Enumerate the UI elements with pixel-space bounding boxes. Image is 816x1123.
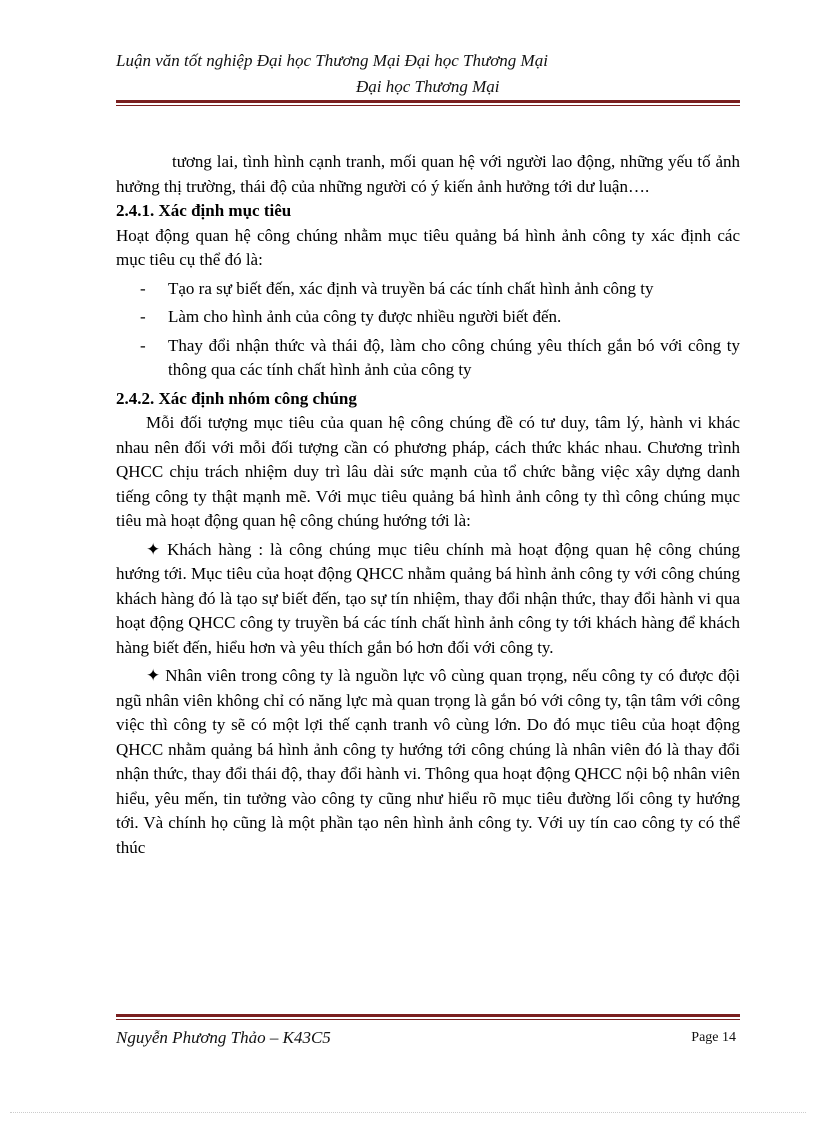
footer-divider-thin: [116, 1019, 740, 1020]
list-item-text: Làm cho hình ảnh của công ty được nhiều người biết đến.: [168, 307, 562, 326]
list-item: [116, 334, 740, 383]
paragraph-target-groups: Mỗi đối tượng mục tiêu của quan hệ công chúng đề có tư duy, tâm lý, hành vi khác nhau nên đối với mỗi đối tượng cần có phương pháp, cách thức khác nhau. Chương trình QHCC chịu trách nhiệm duy trì lâu dài sức mạnh của tổ chức bằng việc xây dựng danh tiếng công ty thật mạnh mẽ. Với mục tiêu quảng bá hình ảnh công ty thì công chúng mục tiêu mà hoạt động quan hệ công chúng hướng tới là:: [116, 413, 740, 530]
page-bottom-border: [10, 1112, 806, 1113]
paragraph-intro: tương lai, tình hình cạnh tranh, mối quan hệ với người lao động, những yếu tố ảnh hưởng thị trường, thái độ của những người có ý kiến ảnh hưởng tới dư luận….: [116, 152, 740, 196]
section-heading-2-4-1: 2.4.1. Xác định mục tiêu: [116, 201, 292, 220]
header-title-line1: Luận văn tốt nghiệp Đại học Thương Mại Đại học Thương Mại: [116, 51, 548, 70]
list-item: [116, 305, 740, 330]
list-item: [116, 277, 740, 302]
page-number: Page 14: [691, 1030, 736, 1045]
page-header: [116, 48, 740, 100]
bullet-dash: -: [140, 278, 146, 298]
list-item-text: Tạo ra sự biết đến, xác định và truyền bá các tính chất hình ảnh công ty: [168, 278, 654, 298]
footer-divider-thick: [116, 1014, 740, 1017]
header-divider-thin: [116, 105, 740, 106]
paragraph-employees: [116, 664, 740, 860]
paragraph-employees-text: Nhân viên trong công ty là nguồn lực vô cùng quan trọng, nếu công ty có được đội ngũ nhân viên không chỉ có năng lực mà quan trọng là gắn bó với công ty, tận tâm với công việc thì công ty sẽ có một lợi thế cạnh tranh vô cùng lớn. Do đó mục tiêu của hoạt động QHCC nhằm quảng bá hình ảnh công ty hướng tới công chúng là nhân viên đó là thay đổi nhận thức, thay đổi thái độ, thay đổi hành vi. Thông qua hoạt động QHCC nội bộ nhân viên hiểu, yêu mến, tin tưởng vào công ty cũng như hiểu rõ mục tiêu đường lối công ty hướng tới. Và chính họ cũng là một phần tạo nên hình ảnh công ty. Với uy tín cao công ty có thể thúc: [116, 666, 741, 857]
section-heading-2-4-2: 2.4.2. Xác định nhóm công chúng: [116, 388, 357, 408]
header-title-line2: Đại học Thương Mại: [356, 77, 500, 96]
paragraph-customers: [116, 538, 740, 661]
star-bullet-icon: ✦: [146, 539, 161, 559]
paragraph-objectives: Hoạt động quan hệ công chúng nhằm mục tiêu quảng bá hình ảnh công ty xác định các mục tiêu cụ thể đó là:: [116, 225, 740, 269]
footer-author: Nguyễn Phương Thảo – K43C5: [116, 1028, 331, 1047]
list-item-text: Thay đổi nhận thức và thái độ, làm cho công chúng yêu thích gắn bó với công ty thông qua các tính chất hình ảnh của công ty: [168, 335, 740, 379]
bullet-dash: -: [140, 307, 146, 326]
header-divider-thick: [116, 100, 740, 103]
objectives-list: [116, 277, 740, 383]
bullet-dash: -: [140, 335, 146, 355]
document-body: [116, 150, 740, 864]
star-bullet-icon: ✦: [146, 666, 161, 685]
paragraph-customers-text: Khách hàng : là công chúng mục tiêu chính mà hoạt động quan hệ công chúng hướng tới. Mục tiêu của hoạt động QHCC nhằm quảng bá hình ảnh công ty với công chúng khách hàng đó là tạo sự biết đến, tạo sự tín nhiệm, thay đổi nhận thức, thay đổi hành vi qua hoạt động QHCC công ty truyền bá các tính chất hình ảnh công ty tới khách hàng để khách hàng biết đến, hiểu hơn và yêu thích gắn bó hơn đối với công ty.: [116, 539, 740, 657]
